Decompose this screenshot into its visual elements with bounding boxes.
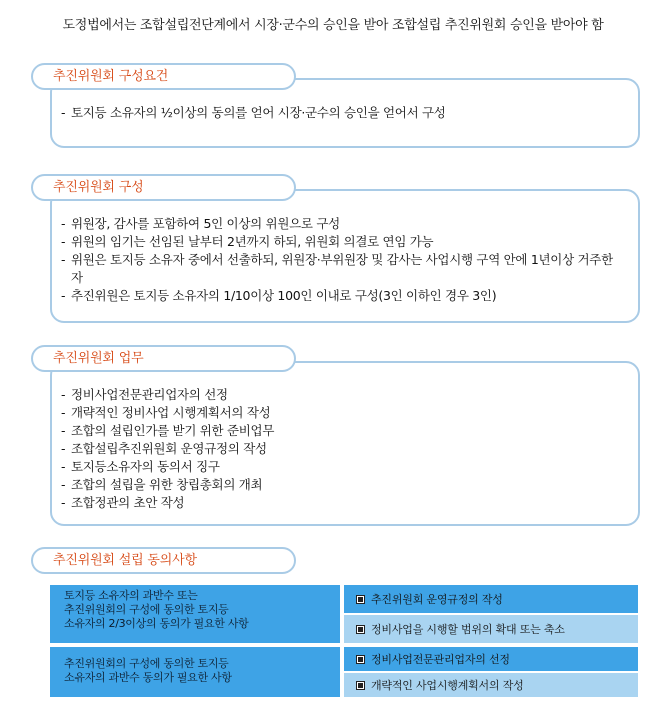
list-item: - 개략적인 정비사업 시행계획서의 작성 — [61, 404, 628, 422]
agreement-item-label: 개략적인 사업시행계획서의 작성 — [371, 679, 524, 692]
list-item: - 조합의 설립인가를 받기 위한 준비업무 — [61, 422, 628, 440]
agreement-row — [50, 647, 638, 697]
agreement-item — [344, 647, 638, 671]
section-title-composition: 추진위원회 구성 — [31, 174, 296, 201]
list-item: - 조합정관의 초안 작성 — [61, 494, 628, 512]
list-item: - 위원은 토지등 소유자 중에서 선출하되, 위원장·부위원장 및 감사는 사업시행 구역 안에 1년이상 거주한 자 — [61, 251, 628, 287]
agreement-condition — [50, 585, 340, 643]
condition-line: 소유자의 과반수 동의가 필요한 사항 — [64, 671, 232, 684]
list-item: - 정비사업전문관리업자의 선정 — [61, 386, 628, 404]
square-bullet-icon — [356, 681, 365, 690]
condition-line: 토지등 소유자의 과반수 또는 — [64, 589, 198, 602]
section-title-requirements: 추진위원회 구성요건 — [31, 63, 296, 90]
section-duties-box — [50, 361, 640, 526]
agreement-item-label: 정비사업전문관리업자의 선정 — [371, 653, 510, 666]
agreement-item-label: 정비사업을 시행할 범위의 확대 또는 축소 — [371, 623, 565, 636]
square-bullet-icon — [356, 595, 365, 604]
agreement-item — [344, 673, 638, 697]
square-bullet-icon — [356, 655, 365, 664]
agreement-condition — [50, 647, 340, 697]
list-item: - 조합의 설립을 위한 창립총회의 개최 — [61, 476, 628, 494]
condition-line: 추진위원회의 구성에 동의한 토지등 — [64, 657, 229, 670]
list-item: - 토지등 소유자의 ½이상의 동의를 얻어 시장·군수의 승인을 얻어서 구성 — [61, 104, 628, 122]
list-item: - 위원장, 감사를 포함하여 5인 이상의 위원으로 구성 — [61, 215, 628, 233]
agreement-item — [344, 585, 638, 613]
agreement-item — [344, 615, 638, 643]
intro-text: 도정법에서는 조합설립전단계에서 시장·군수의 승인을 받아 조합설립 추진위원회 승인을 받아야 함 — [62, 18, 604, 33]
section-title-agreement: 추진위원회 설립 동의사항 — [31, 547, 296, 574]
condition-line: 추진위원회의 구성에 동의한 토지등 — [64, 603, 229, 616]
list-item: - 위원의 임기는 선임된 날부터 2년까지 하되, 위원회 의결로 연임 가능 — [61, 233, 628, 251]
section-title-duties: 추진위원회 업무 — [31, 345, 296, 372]
square-bullet-icon — [356, 625, 365, 634]
list-item: - 조합설립추진위원회 운영규정의 작성 — [61, 440, 628, 458]
section-composition-box — [50, 189, 640, 323]
list-item: - 추진위원은 토지등 소유자의 1/10이상 100인 이내로 구성(3인 이하인 경우 3인) — [61, 287, 628, 305]
agreement-item-label: 추진위원회 운영규정의 작성 — [371, 593, 503, 606]
condition-line: 소유자의 2/3이상의 동의가 필요한 사항 — [64, 617, 249, 630]
agreement-row — [50, 585, 638, 643]
list-item: - 토지등소유자의 동의서 징구 — [61, 458, 628, 476]
agreement-table — [50, 585, 638, 701]
